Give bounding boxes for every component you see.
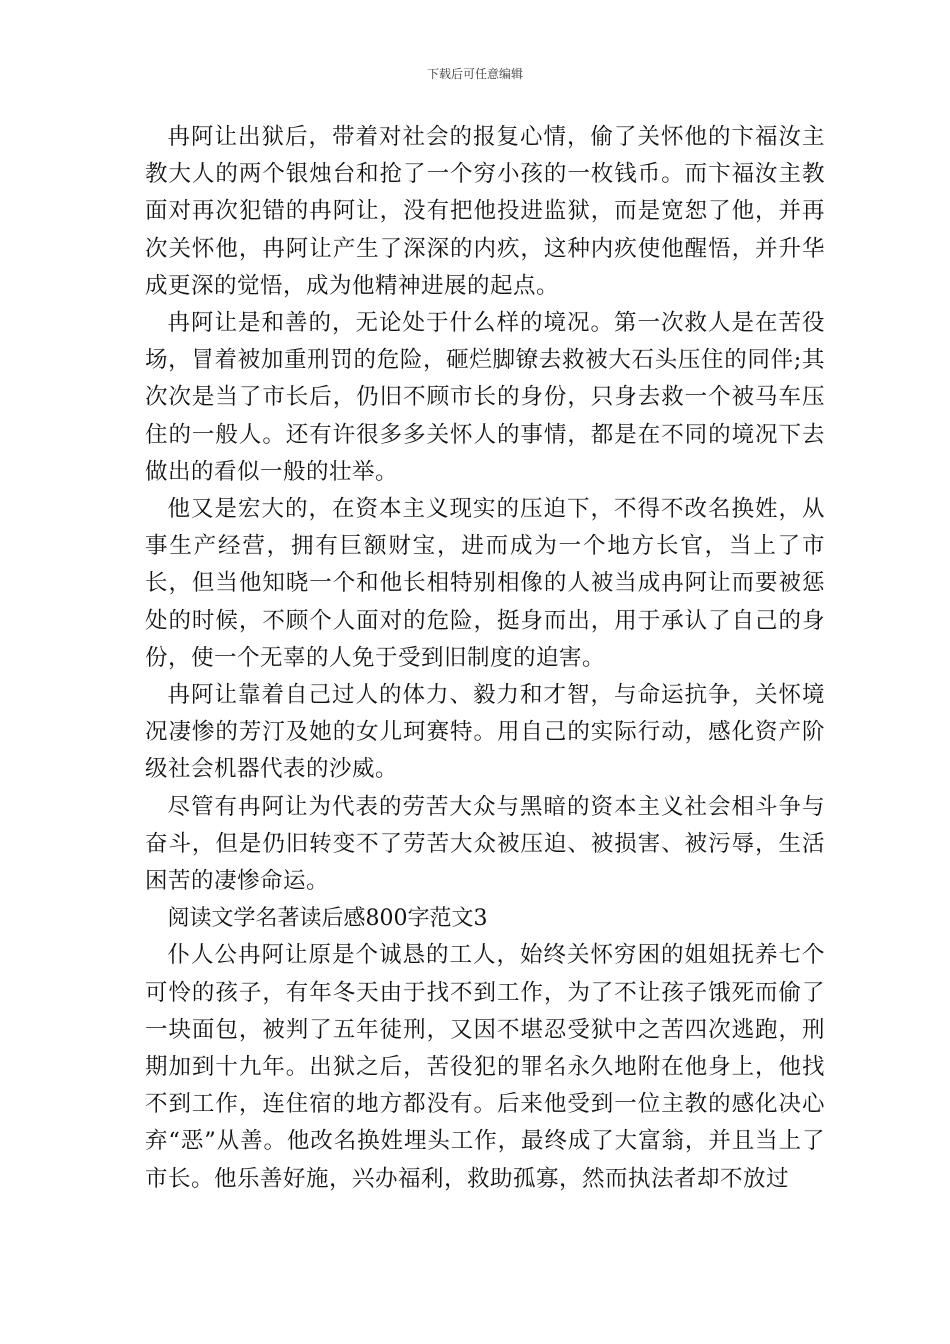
- paragraph-1: 冉阿让出狱后，带着对社会的报复心情，偷了关怀他的卞福汝主教大人的两个银烛台和抢了一个穷小孩的一枚钱币。而卞福汝主教面对再次犯错的冉阿让，没有把他投进监狱，而是宽恕了他，并再次关怀他，冉阿让产生了深深的内疚，这种内疚使他醒悟，并升华成更深的觉悟，成为他精神进展的起点。: [145, 124, 825, 299]
- paragraph-6: 仆人公冉阿让原是个诚恳的工人，始终关怀穷困的姐姐抚养七个可怜的孩子，有年冬天由于找不到工作，为了不让孩子饿死而偷了一块面包，被判了五年徒刑，又因不堪忍受狱中之苦四次逃跑，刑期加到十九年。出狱之后，苦役犯的罪名永久地附在他身上，他找不到工作，连住宿的地方都没有。后来他受到一位主教的感化决心弃“恶”从善。他改名换姓埋头工作，最终成了大富翁，并且当上了市长。他乐善好施，兴办福利，救助孤寡，然而执法者却不放过: [145, 942, 825, 1192]
- paragraph-3: 他又是宏大的，在资本主义现实的压迫下，不得不改名换姓，从事生产经营，拥有巨额财宝，进而成为一个地方长官，当上了市长，但当他知晓一个和他长相特别相像的人被当成冉阿让而要被惩处的时候，不顾个人面对的危险，挺身而出，用于承认了自己的身份，使一个无辜的人免于受到旧制度的迫害。: [145, 496, 825, 671]
- page-header: 下载后可任意编辑: [426, 67, 523, 81]
- paragraph-5: 尽管有冉阿让为代表的劳苦大众与黑暗的资本主义社会相斗争与奋斗，但是仍旧转变不了劳苦大众被压迫、被损害、被污辱，生活困苦的凄惨命运。: [145, 793, 825, 895]
- document-body: [145, 119, 825, 1198]
- section-heading: 阅读文学名著读后感800字范文3: [167, 906, 488, 932]
- paragraph-4: 冉阿让靠着自己过人的体力、毅力和才智，与命运抗争，关怀境况凄惨的芳汀及她的女儿珂赛特。用自己的实际行动，感化资产阶级社会机器代表的沙威。: [145, 682, 825, 783]
- paragraph-2: 冉阿让是和善的，无论处于什么样的境况。第一次救人是在苦役场，冒着被加重刑罚的危险，砸烂脚镣去救被大石头压住的同伴;其次次是当了市长后，仍旧不顾市长的身份，只身去救一个被马车压住的一般人。还有许很多多关怀人的事情，都是在不同的境况下去做出的看似一般的壮举。: [145, 310, 825, 485]
